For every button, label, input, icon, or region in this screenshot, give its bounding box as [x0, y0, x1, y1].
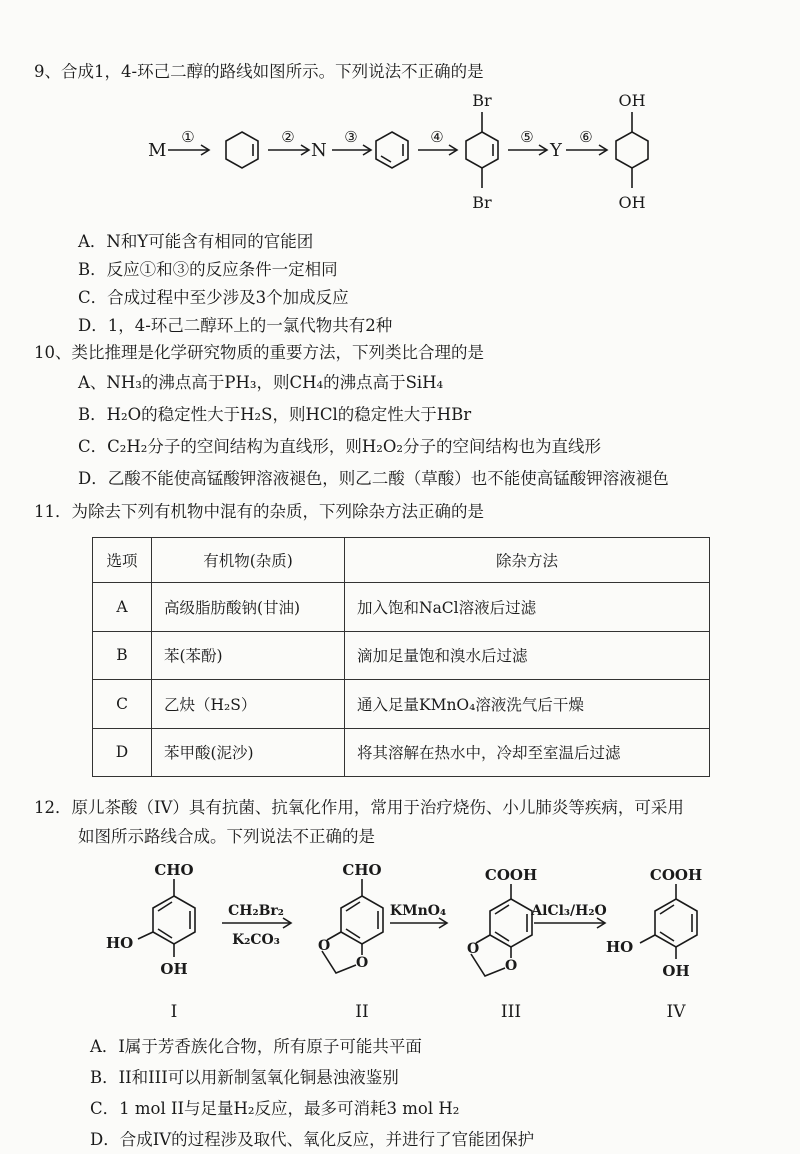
step-6: ⑥: [579, 128, 593, 146]
question-12-stem-line2: 如图所示路线合成。下列说法不正确的是: [78, 827, 375, 846]
br-bottom-label: Br: [472, 193, 492, 212]
br-top-label: Br: [472, 91, 492, 110]
header-option: 选项: [93, 538, 152, 583]
cpd2-o1: O: [318, 938, 331, 954]
row-option-label: A: [93, 583, 152, 631]
q9-option-a: A．N和Y可能含有相同的官能团: [78, 232, 314, 251]
step-1: ①: [181, 128, 195, 146]
cpd4-ho: HO: [606, 938, 634, 956]
cpd1-ho: HO: [106, 934, 134, 952]
row-option-label: C: [93, 680, 152, 728]
reagent-alcl3-h2o: AlCl₃/H₂O: [531, 903, 607, 919]
q12-synthesis-scheme: [0, 855, 800, 1030]
row-compound: 高级脂肪酸钠(甘油): [152, 583, 345, 631]
row-method: 滴加足量饱和溴水后过滤: [345, 631, 710, 679]
cpd4-oh: OH: [662, 962, 690, 980]
q9-option-b: B．反应①和③的反应条件一定相同: [78, 260, 338, 279]
label-IV: IV: [666, 1002, 686, 1022]
table-header-row: [93, 538, 710, 583]
compound-N: N: [311, 140, 327, 161]
cpd3-o1: O: [467, 941, 480, 957]
reagent-kmno4: KMnO₄: [389, 903, 447, 919]
reagent-ch2br2: CH₂Br₂: [228, 903, 284, 919]
q9-option-d: D．1，4-环己二醇环上的一氯代物共有2种: [78, 316, 393, 335]
row-method: 通入足量KMnO₄溶液洗气后干燥: [345, 680, 710, 728]
compound-M: M: [148, 140, 167, 161]
row-compound: 乙炔（H₂S）: [152, 680, 345, 728]
q12-option-b: B．II和III可以用新制氢氧化铜悬浊液鉴别: [90, 1068, 399, 1087]
q10-option-c: C．C₂H₂分子的空间结构为直线形，则H₂O₂分子的空间结构也为直线形: [78, 437, 602, 456]
question-12-stem-line1: 12．原儿茶酸（IV）具有抗菌、抗氧化作用，常用于治疗烧伤、小儿肺炎等疾病，可采用: [34, 798, 684, 817]
question-11-stem: 11．为除去下列有机物中混有的杂质，下列除杂方法正确的是: [34, 502, 484, 521]
cpd3-cooh: COOH: [484, 866, 538, 884]
impurity-removal-table: [92, 537, 710, 777]
table-row: [93, 583, 710, 631]
q10-option-a: A、NH₃的沸点高于PH₃，则CH₄的沸点高于SiH₄: [78, 373, 444, 392]
cpd2-cho: CHO: [342, 861, 382, 879]
step-5: ⑤: [520, 128, 534, 146]
q9-synthesis-scheme: [0, 84, 800, 220]
q12-option-d: D．合成IV的过程涉及取代、氧化反应，并进行了官能团保护: [90, 1130, 535, 1149]
q10-option-b: B．H₂O的稳定性大于H₂S，则HCl的稳定性大于HBr: [78, 405, 472, 424]
oh-top-label: OH: [618, 91, 646, 110]
table-row: [93, 631, 710, 679]
compound-Y: Y: [550, 140, 562, 161]
row-method: 将其溶解在热水中，冷却至室温后过滤: [345, 728, 710, 776]
q12-option-a: A．I属于芳香族化合物，所有原子可能共平面: [90, 1037, 422, 1056]
label-III: III: [500, 1002, 522, 1022]
reagent-k2co3: K₂CO₃: [232, 932, 280, 948]
header-compound: 有机物(杂质): [152, 538, 345, 583]
cpd1-oh: OH: [160, 960, 188, 978]
cpd1-cho: CHO: [154, 861, 194, 879]
step-3: ③: [344, 128, 358, 146]
q9-option-c: C．合成过程中至少涉及3个加成反应: [78, 288, 349, 307]
label-II: II: [355, 1002, 369, 1022]
q12-option-c: C．1 mol II与足量H₂反应，最多可消耗3 mol H₂: [90, 1099, 460, 1118]
oh-bottom-label: OH: [618, 193, 646, 212]
header-method: 除杂方法: [345, 538, 710, 583]
row-method: 加入饱和NaCl溶液后过滤: [345, 583, 710, 631]
row-option-label: D: [93, 728, 152, 776]
step-4: ④: [430, 128, 444, 146]
cpd2-o2: O: [356, 955, 369, 971]
row-compound: 苯甲酸(泥沙): [152, 728, 345, 776]
cpd4-cooh: COOH: [649, 866, 703, 884]
step-2: ②: [281, 128, 295, 146]
table-row: [93, 728, 710, 776]
row-option-label: B: [93, 631, 152, 679]
label-I: I: [170, 1002, 178, 1022]
cpd3-o2: O: [505, 958, 518, 974]
q10-option-d: D．乙酸不能使高锰酸钾溶液褪色，则乙二酸（草酸）也不能使高锰酸钾溶液褪色: [78, 469, 669, 488]
table-row: [93, 680, 710, 728]
row-compound: 苯(苯酚): [152, 631, 345, 679]
question-9-stem: 9、合成1，4-环己二醇的路线如图所示。下列说法不正确的是: [34, 62, 484, 81]
question-10-stem: 10、类比推理是化学研究物质的重要方法，下列类比合理的是: [34, 343, 484, 362]
